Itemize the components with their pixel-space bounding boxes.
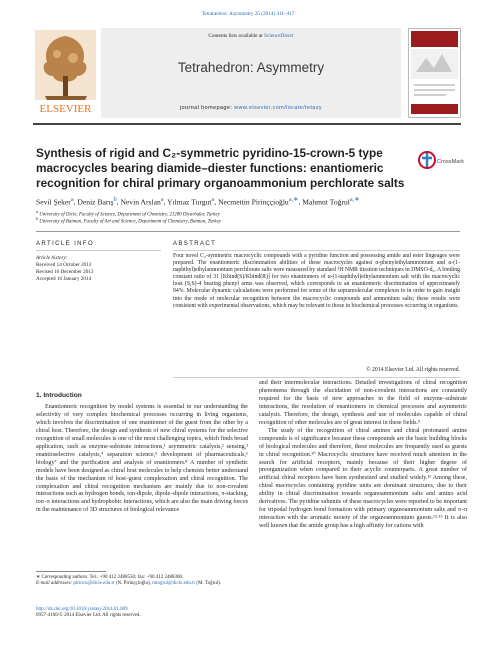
author-name: Nevin Arslan [120, 197, 161, 207]
crossmark-icon [418, 149, 468, 171]
article-title: Synthesis of rigid and C₂-symmetric pyridino-15-crown-5 type macrocycles bearing diamide–diester functions: enantiomeric recognition for chiral primary organoammonium perchlorate salts [36, 146, 405, 190]
issn-line: 0957-4166/© 2014 Elsevier Ltd. All rights reserved. [36, 613, 141, 619]
elsevier-logo [33, 28, 98, 118]
abstract-text: Four novel C₂-symmetric macrocyclic compounds with a pyridine function and possessing amide and ester lingeages were prepared. The enantiomeric discrimination abilities of these macrocycles against α-phenylethylammonium and α-(1-naphthyl)ethylammonium perchlorate salts were measured by standard ¹H NMR titration techniques in DMSO-d₆. A binding constant ratio of 31 [Kbind(S)/Kbind(R)] for two enantiomers of α-(1-naphthyl)ethylammonium salt with the macrocyclic host (S,S)-4 bearing phenyl arms was observed, which corresponds to an enantiomeric discrimination of approximately 94%. Molecular dynamic calculations were performed for some of the supramolecular complexes to in order to gain insight into the mode of molecular recognition between the macrocyclic compounds and ammonium salts; these results were consistent with experimental observations, which may be relevant to those in biochemical processes occurring in organisms. [173, 253, 460, 309]
affiliation-b: $^b$ University of Batman, Faculty of Art and Science, Department of Chemistry, Batman, Turkey [36, 216, 221, 225]
divider [173, 250, 460, 251]
contents-line: Contents lists available at ScienceDirect [208, 33, 294, 39]
author-affiliation-mark[interactable]: a,∗ [349, 196, 360, 203]
svg-text:ELSEVIER: ELSEVIER [39, 103, 92, 115]
journal-cover-thumbnail [408, 28, 461, 118]
journal-homepage: journal homepage: www.elsevier.com/locate/tetasy [179, 105, 323, 111]
author-affiliation-mark[interactable]: a [211, 196, 215, 203]
author-name: Sevil Şeker [36, 197, 71, 207]
sciencedirect-link[interactable]: ScienceDirect [263, 33, 294, 39]
body-column-left [36, 404, 248, 515]
article-history-label: Article history: [36, 255, 68, 261]
journal-title: Tetrahedron: Asymmetry [177, 60, 325, 75]
email-link[interactable]: pirincn@dicle.edu.tr [73, 581, 115, 587]
copyright-notice: © 2014 Elsevier Ltd. All rights reserved. [366, 367, 460, 373]
doi-link[interactable]: http://dx.doi.org/10.1016/j.tetasy.2014.01.009 [36, 607, 128, 612]
author-name: Necmettin Pirinççioğlu [218, 197, 289, 207]
abstract-heading: ABSTRACT [173, 241, 217, 247]
paragraph: The study of the recognition of chiral amines and chiral protonated amine compounds is of significance because these compounds are the basic building blocks of biological molecules and therefore, these molecules are frequently used as guests in chiral recognition.¹⁰ Macrocyclic structures have received much attention in the search for artificial receptors, mainly because of their higher degree of preorganization when compared to their acyclic counterparts. A great number of artificial chiral receptors have been synthesized and studied widely.¹¹ Among these, chiral macrocycles containing pyridine units are dominant structures, due to their ability in chiral discrimination towards organoammonium salts and amino acid derivatives. The pyridine subunits of these macrocycles were reported to be important for tripodal hydrogen bond formation with primary organoammonium salts and π–π interaction with the aromatic moiety of the organoammonium guests.¹²·¹³ It is also well known that the amide group has a high affinity for cations with [259, 427, 467, 530]
crossmark-badge[interactable] [418, 149, 468, 171]
divider [173, 377, 460, 378]
journal-citation[interactable]: Tetrahedron: Asymmetry 25 (2014) 411–417 [201, 11, 295, 17]
affiliation-a: $^a$ University of Dicle, Faculty of Science, Department of Chemistry, 21280 Diyarbakır, Turkey [36, 209, 220, 218]
corresponding-author-footnote [36, 575, 248, 587]
divider [36, 250, 161, 251]
svg-text:CrossMark: CrossMark [437, 159, 465, 165]
author-list: Sevil Şeker$^a$, Deniz Barış$^b$, Nevin Arslan$^a$, Yılmaz Turgut$^a$, Necmettin Pirinççioğlu$^{a,∗}$, Mahmut Toğrul$^{a,∗}$ [36, 196, 360, 207]
header-rule [33, 123, 461, 125]
author-affiliation-mark[interactable]: a,∗ [288, 196, 299, 203]
journal-header [33, 28, 461, 126]
author-name: Mahmut Toğrul [302, 197, 350, 207]
homepage-link[interactable]: www.elsevier.com/locate/tetasy [234, 105, 323, 111]
article-info-heading: ARTICLE INFO [36, 241, 95, 247]
footnote-emails: E-mail addresses: pirincn@dicle.edu.tr (N. Pirinççioğlu), mtogrul@dicle.edu.tr (M. Toğrul). [36, 581, 222, 587]
author-affiliation-mark[interactable]: a [70, 196, 74, 203]
footnote-contact: ∗ Corresponding authors. Tel.: +90 412 2488550; fax: +90 412 2488300. [36, 575, 184, 580]
author-affiliation-mark[interactable]: a [160, 196, 164, 203]
divider [36, 231, 460, 232]
footnote-rule [36, 571, 106, 572]
author-name: Yılmaz Turgut [167, 197, 212, 207]
paragraph: Enantiomeric recognition by model systems is essential in our understanding the selectivity of very complex biochemical processes occurring in living organisms, which involves the discrimination of one enantiomer of the guest from the other by a chiral host. Therefore, the design and synthesis of new chiral systems for the selective recognition of small molecules is one of the most challenging topics, which finds broad application, such as enzyme-substrate interactions,¹ asymmetric catalysis,² sensing,³ enantioselective catalysis,⁴ separation science,⁵ development of pharmaceuticals,⁶ biology⁷ and the purification and analysis of enantiomers.⁸ A number of synthetic models have been designed as chiral host molecules to help chemists better understand the basis of the mechanism of host–guest complexation and chiral recognition. The complexation and chiral recognition mechanism are mainly due to non-covalent interactions such as hydrogen bonds, ion-dipole, dipole–dipole interactions, π-stacking, ion–π interactions and hydrophobic interactions, which are also the main driving forces in the maintenance of 3D structures of biological relevance [36, 404, 248, 514]
author-affiliation-mark[interactable]: b [113, 196, 117, 203]
article-identifiers [36, 607, 141, 620]
journal-banner [101, 28, 401, 118]
paragraph: and their intermolecular interactions. Detailed investigations of chiral recognition phenomena through the elucidation of non-covalent interactions are constantly required for the basis of new approaches in the field of enzyme–substrate interactions, the resolution of enantiomers in chemical processes and asymmetric catalysis. Therefore, the design, synthesis and use of molecules capable of chiral recognition of other molecules are of great interest in these fields.⁹ [259, 380, 467, 426]
author-name: Deniz Barış [77, 197, 114, 207]
email-link[interactable]: mtogrul@dicle.edu.tr [152, 581, 196, 587]
history-revised: Revised 16 December 2013 [36, 269, 94, 275]
history-accepted: Accepted 16 January 2014 [36, 276, 92, 282]
section-heading-introduction: 1. Introduction [36, 392, 82, 399]
history-received: Received 14 October 2013 [36, 262, 92, 268]
body-column-right [259, 380, 467, 531]
